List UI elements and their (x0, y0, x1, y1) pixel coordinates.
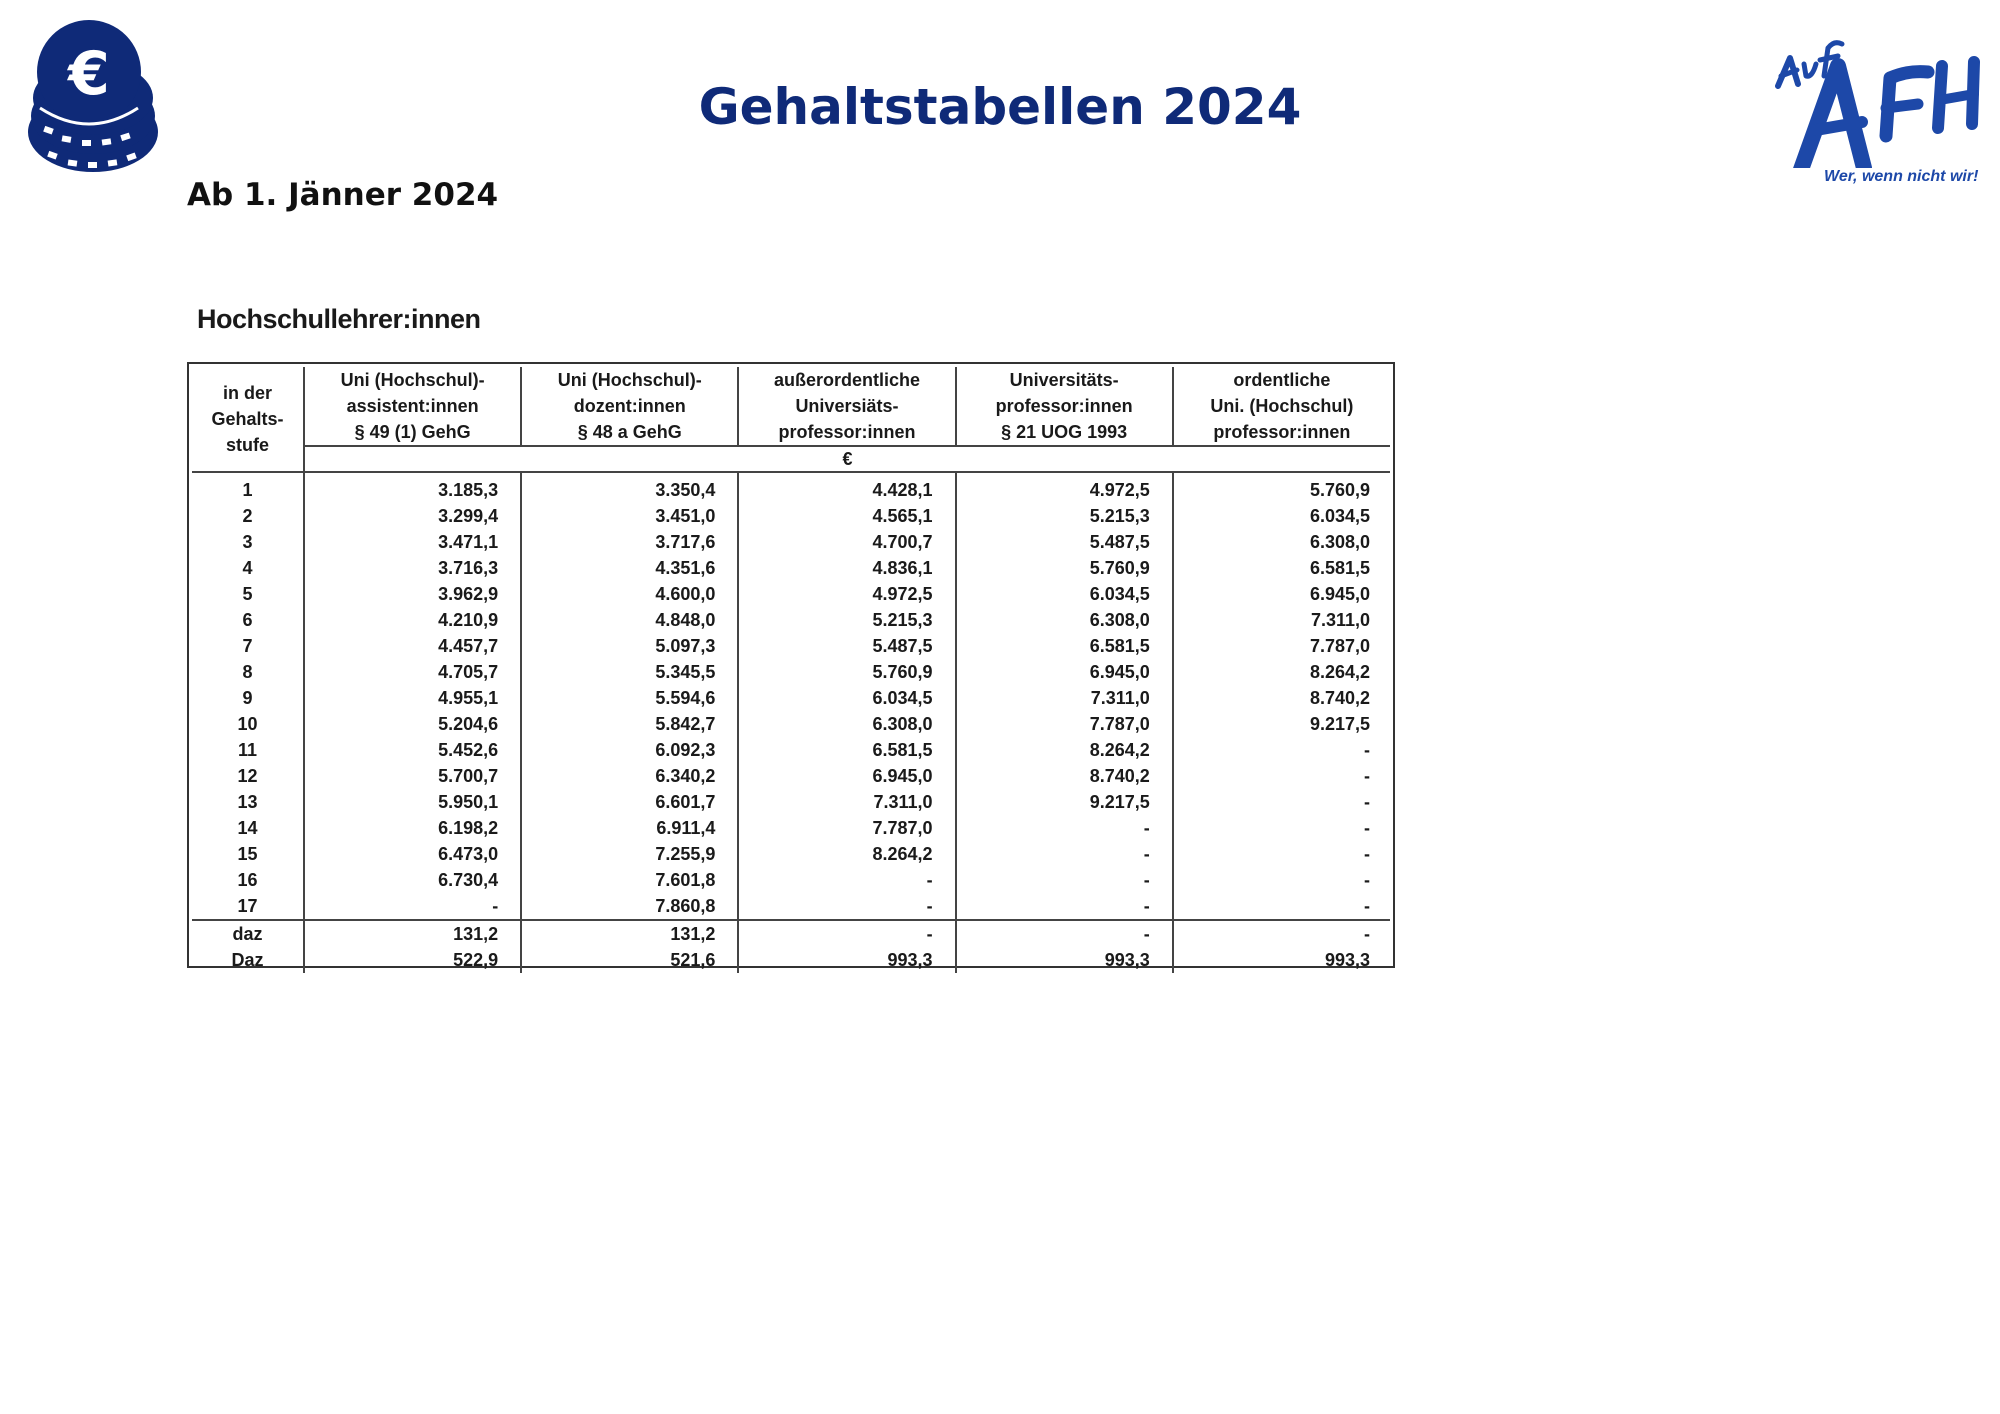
afh-logo (1768, 18, 1986, 194)
row-label-cell: 15 (192, 841, 304, 867)
salary-cell: 4.565,1 (738, 503, 955, 529)
salary-cell: 6.945,0 (1309, 584, 1370, 604)
salary-cell: 3.185,3 (304, 472, 521, 503)
salary-cell: 3.717,6 (521, 529, 738, 555)
salary-cell: 7.311,0 (1310, 610, 1370, 630)
salary-cell: - (738, 893, 955, 920)
salary-cell: 9.217,5 (1309, 714, 1370, 734)
table-row (192, 789, 1390, 815)
salary-cell: 4.955,1 (304, 685, 521, 711)
table-row (192, 711, 1390, 737)
salary-cell: 5.842,7 (521, 711, 738, 737)
salary-cell: 131,2 (304, 920, 521, 947)
salary-cell: 7.787,0 (956, 711, 1173, 737)
salary-cell: 131,2 (521, 920, 738, 947)
salary-cell: 5.760,9 (1309, 480, 1370, 500)
column-header-ordentlicher-professor: ordentliche Uni. (Hochschul) professor:innen (1173, 367, 1390, 446)
salary-cell: 4.972,5 (956, 472, 1173, 503)
salary-cell: 4.351,6 (521, 555, 738, 581)
salary-cell: 8.264,2 (738, 841, 955, 867)
salary-cell: - (956, 893, 1173, 920)
salary-cell: 3.451,0 (521, 503, 738, 529)
salary-cell: 6.473,0 (304, 841, 521, 867)
salary-cell: 4.972,5 (738, 581, 955, 607)
salary-cell: - (1173, 920, 1390, 947)
salary-cell: 7.311,0 (956, 685, 1173, 711)
salary-cell: 5.345,5 (521, 659, 738, 685)
salary-table (192, 367, 1390, 973)
salary-cell: 5.594,6 (521, 685, 738, 711)
table-row (192, 633, 1390, 659)
salary-cell: 993,3 (1324, 950, 1370, 970)
row-label-cell: 14 (192, 815, 304, 841)
row-label-cell: 5 (192, 581, 304, 607)
salary-cell: 6.198,2 (304, 815, 521, 841)
salary-cell: 3.716,3 (304, 555, 521, 581)
allowance-row (192, 947, 1390, 973)
salary-cell: 4.210,9 (304, 607, 521, 633)
currency-unit: € (304, 446, 1390, 472)
svg-text:€: € (68, 39, 110, 109)
salary-cell: - (1364, 740, 1370, 760)
row-label-cell: 9 (192, 685, 304, 711)
row-label-cell: 13 (192, 789, 304, 815)
salary-cell: 5.097,3 (521, 633, 738, 659)
column-header-ao-professor: außerordentliche Universiäts- professor:innen (738, 367, 955, 446)
salary-cell: 4.705,7 (304, 659, 521, 685)
brand-tagline: Wer, wenn nicht wir! (1824, 168, 1979, 185)
table-row (192, 555, 1390, 581)
salary-cell: 521,6 (521, 947, 738, 973)
salary-cell: 3.350,4 (521, 472, 738, 503)
salary-cell: 6.308,0 (1309, 532, 1370, 552)
salary-cell: 6.092,3 (521, 737, 738, 763)
row-label-cell: 10 (192, 711, 304, 737)
row-label-cell: 1 (192, 472, 304, 503)
salary-cell: 4.428,1 (738, 472, 955, 503)
salary-cell: 7.255,9 (521, 841, 738, 867)
salary-cell: 6.601,7 (521, 789, 738, 815)
salary-cell: - (956, 841, 1173, 867)
row-label-cell: daz (192, 920, 304, 947)
unit-row (192, 446, 1390, 472)
salary-cell: 7.601,8 (521, 867, 738, 893)
row-label-cell: 4 (192, 555, 304, 581)
table-row (192, 529, 1390, 555)
table-row (192, 581, 1390, 607)
salary-cell: 6.340,2 (521, 763, 738, 789)
row-label-cell: 3 (192, 529, 304, 555)
salary-cell: 993,3 (738, 947, 955, 973)
salary-cell: - (956, 815, 1173, 841)
column-header-universitaetsprofessor: Universitäts- professor:innen § 21 UOG 1993 (956, 367, 1173, 446)
row-label-cell: 11 (192, 737, 304, 763)
salary-cell: 7.787,0 (1309, 636, 1370, 656)
salary-cell: 5.760,9 (956, 555, 1173, 581)
column-header-assistent: Uni (Hochschul)- assistent:innen § 49 (1) GehG (304, 367, 521, 446)
salary-cell: - (1364, 818, 1370, 838)
salary-cell: 4.848,0 (521, 607, 738, 633)
salary-cell: - (304, 893, 521, 920)
salary-cell: 5.204,6 (304, 711, 521, 737)
row-label-cell: 17 (192, 893, 304, 920)
salary-cell: 6.308,0 (956, 607, 1173, 633)
salary-cell: 6.034,5 (1309, 506, 1370, 526)
table-row (192, 737, 1390, 763)
table-row (192, 763, 1390, 789)
salary-cell: 5.760,9 (738, 659, 955, 685)
salary-table-frame (187, 362, 1395, 968)
salary-cell: 4.457,7 (304, 633, 521, 659)
row-label-cell: 6 (192, 607, 304, 633)
row-label-cell: 12 (192, 763, 304, 789)
row-label-cell: Daz (192, 947, 304, 973)
salary-cell: 6.581,5 (1309, 558, 1370, 578)
salary-cell: 5.215,3 (738, 607, 955, 633)
salary-cell: 4.836,1 (738, 555, 955, 581)
salary-cell: 6.945,0 (956, 659, 1173, 685)
salary-cell: 6.581,5 (956, 633, 1173, 659)
salary-cell: 5.487,5 (738, 633, 955, 659)
salary-cell: 6.308,0 (738, 711, 955, 737)
salary-cell: - (1364, 844, 1370, 864)
salary-cell: 6.730,4 (304, 867, 521, 893)
salary-cell: 5.215,3 (956, 503, 1173, 529)
salary-cell: 6.911,4 (521, 815, 738, 841)
salary-cell: 5.487,5 (956, 529, 1173, 555)
salary-cell: 4.700,7 (738, 529, 955, 555)
allowance-rows (192, 920, 1390, 973)
column-header-stufe: in der Gehalts- stufe (192, 367, 304, 472)
salary-cell: 4.600,0 (521, 581, 738, 607)
salary-cell: - (1364, 870, 1370, 890)
salary-cell: 6.034,5 (738, 685, 955, 711)
salary-cell: 6.034,5 (956, 581, 1173, 607)
salary-cell: - (956, 867, 1173, 893)
salary-cell: - (1364, 792, 1370, 812)
salary-cell: 993,3 (956, 947, 1173, 973)
table-row (192, 472, 1390, 503)
salary-rows (192, 472, 1390, 920)
table-row (192, 867, 1390, 893)
row-label-cell: 16 (192, 867, 304, 893)
table-row (192, 503, 1390, 529)
table-row (192, 607, 1390, 633)
salary-cell: 5.452,6 (304, 737, 521, 763)
salary-cell: 8.264,2 (1309, 662, 1370, 682)
page-title: Gehaltstabellen 2024 (698, 78, 1302, 136)
table-header-row (192, 367, 1390, 446)
table-row (192, 659, 1390, 685)
table-heading: Hochschullehrer:innen (197, 304, 481, 334)
column-header-dozent: Uni (Hochschul)- dozent:innen § 48 a GehG (521, 367, 738, 446)
salary-cell: 3.962,9 (304, 581, 521, 607)
row-label-cell: 8 (192, 659, 304, 685)
row-label-cell: 7 (192, 633, 304, 659)
salary-cell: 5.700,7 (304, 763, 521, 789)
salary-cell: - (1364, 766, 1370, 786)
salary-cell: - (738, 867, 955, 893)
row-label-cell: 2 (192, 503, 304, 529)
salary-cell: 8.740,2 (956, 763, 1173, 789)
salary-cell: - (738, 920, 955, 947)
salary-cell: 9.217,5 (956, 789, 1173, 815)
allowance-row (192, 920, 1390, 947)
salary-cell: 8.740,2 (1309, 688, 1370, 708)
salary-cell: 3.299,4 (304, 503, 521, 529)
salary-cell: - (1364, 896, 1370, 916)
salary-cell: - (956, 920, 1173, 947)
salary-cell: 5.950,1 (304, 789, 521, 815)
table-row (192, 685, 1390, 711)
salary-cell: 6.945,0 (738, 763, 955, 789)
salary-cell: 8.264,2 (956, 737, 1173, 763)
salary-cell: 7.311,0 (738, 789, 955, 815)
salary-cell: 7.787,0 (738, 815, 955, 841)
page-subtitle: Ab 1. Jänner 2024 (187, 177, 499, 213)
table-row (192, 815, 1390, 841)
table-row (192, 841, 1390, 867)
salary-cell: 3.471,1 (304, 529, 521, 555)
salary-cell: 6.581,5 (738, 737, 955, 763)
salary-cell: 7.860,8 (521, 893, 738, 920)
table-row (192, 893, 1390, 920)
salary-cell: 522,9 (304, 947, 521, 973)
